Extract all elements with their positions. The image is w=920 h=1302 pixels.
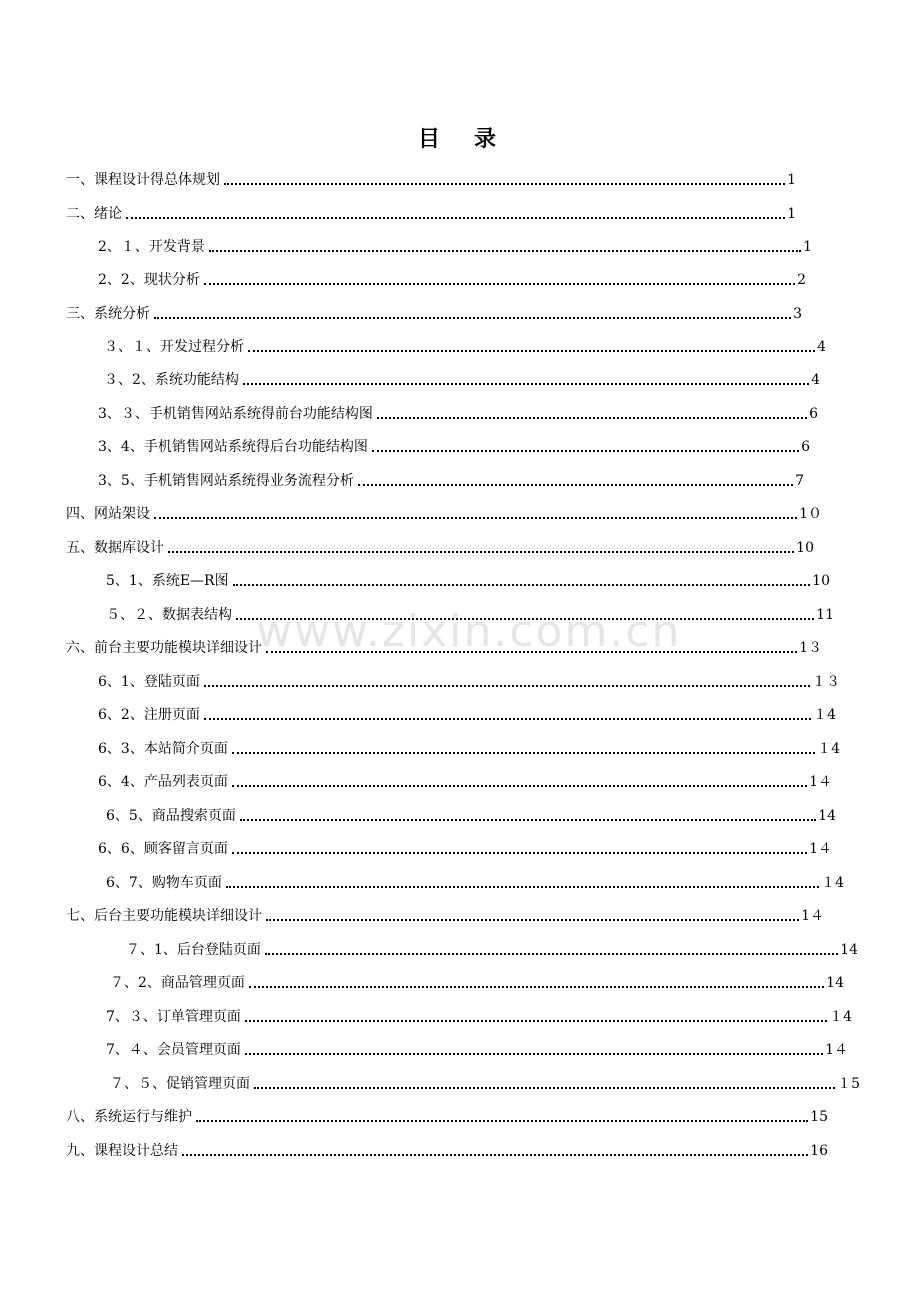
- toc-entry[interactable]: [66, 1129, 828, 1159]
- toc-entry[interactable]: [66, 526, 814, 556]
- toc-page-number: １4: [813, 707, 836, 723]
- toc-leader: [209, 250, 801, 252]
- toc-leader: [154, 517, 797, 519]
- toc-entry-label: ７、1、后台登陆页面: [126, 942, 261, 958]
- toc-entry[interactable]: [110, 1062, 860, 1092]
- toc-entry-label: 6、2、注册页面: [98, 707, 200, 723]
- toc-leader: [196, 1120, 808, 1122]
- toc-entry[interactable]: [66, 492, 822, 522]
- toc-entry[interactable]: [106, 995, 852, 1025]
- toc-entry[interactable]: [66, 894, 824, 924]
- toc-page-number: 6: [809, 406, 818, 422]
- toc-page-number: 16: [810, 1143, 828, 1159]
- toc-leader: [232, 752, 815, 754]
- toc-page-number: 3: [793, 306, 802, 322]
- toc-entry[interactable]: [98, 225, 812, 255]
- toc-entry-label: 四、网站架设: [66, 506, 150, 522]
- toc-entry-label: 6、7、购物车页面: [106, 875, 222, 891]
- toc-page-number: 4: [811, 372, 820, 388]
- toc-leader: [232, 785, 807, 787]
- toc-page-number: 14: [840, 942, 858, 958]
- toc-page-number: 4: [817, 339, 826, 355]
- toc-leader: [224, 183, 785, 185]
- toc-page-number: 1: [787, 172, 796, 188]
- toc-entry-label: 6、6、顾客留言页面: [98, 841, 228, 857]
- toc-entry[interactable]: [98, 258, 806, 288]
- toc-entry[interactable]: [106, 559, 830, 589]
- toc-leader: [249, 986, 824, 988]
- toc-leader: [358, 484, 793, 486]
- toc-leader: [232, 852, 807, 854]
- toc-entry[interactable]: [106, 1028, 848, 1058]
- toc-entry-label: 7、４、会员管理页面: [106, 1042, 241, 1058]
- toc-page-number: １5: [837, 1076, 860, 1092]
- toc-entry[interactable]: [106, 794, 836, 824]
- toc-page-number: 1０: [799, 506, 822, 522]
- watermark: www.zixin.com.cn: [256, 606, 682, 657]
- toc-page-number: １３: [812, 674, 840, 690]
- toc-page-number: 10: [796, 540, 814, 556]
- toc-leader: [377, 417, 807, 419]
- toc-page-number: 14: [818, 808, 836, 824]
- toc-entry-label: 3、３、手机销售网站系统得前台功能结构图: [98, 406, 373, 422]
- toc-entry-label: 三、系统分析: [66, 306, 150, 322]
- toc-entry[interactable]: [98, 425, 810, 455]
- toc-leader: [245, 1020, 827, 1022]
- toc-page-number: 1４: [801, 908, 824, 924]
- toc-entry-label: 一、课程设计得总体规划: [66, 172, 220, 188]
- toc-leader: [168, 551, 794, 553]
- toc-entry-label: ７、５、促销管理页面: [110, 1076, 250, 1092]
- toc-entry[interactable]: [66, 292, 802, 322]
- toc-page-number: 6: [801, 439, 810, 455]
- toc-entry-label: 五、数据库设计: [66, 540, 164, 556]
- toc-entry-label: 6、5、商品搜索页面: [106, 808, 236, 824]
- toc-leader: [233, 584, 811, 586]
- toc-entry-label: 六、前台主要功能模块详细设计: [66, 640, 262, 656]
- toc-entry[interactable]: [104, 325, 826, 355]
- toc-page-number: 1: [803, 239, 812, 255]
- toc-entry[interactable]: [66, 1095, 828, 1125]
- toc-page-number: 1: [787, 206, 796, 222]
- toc-entry[interactable]: [110, 961, 844, 991]
- toc-entry-label: 二、绪论: [66, 206, 122, 222]
- toc-entry-label: ５、２、数据表结构: [106, 607, 232, 623]
- toc-leader: [240, 819, 816, 821]
- toc-entry[interactable]: [98, 693, 836, 723]
- toc-entry-label: 6、3、本站简介页面: [98, 741, 228, 757]
- toc-entry-label: ３、１、开发过程分析: [104, 339, 244, 355]
- toc-leader: [266, 919, 799, 921]
- toc-entry-label: 七、后台主要功能模块详细设计: [66, 908, 262, 924]
- toc-entry-label: 3、4、手机销售网站系统得后台功能结构图: [98, 439, 368, 455]
- toc-page-number: １4: [829, 1009, 852, 1025]
- toc-entry-label: 6、1、登陆页面: [98, 674, 200, 690]
- toc-entry[interactable]: [66, 192, 796, 222]
- toc-page-number: 1４: [809, 841, 832, 857]
- toc-leader: [243, 383, 809, 385]
- toc-entry-label: 7、３、订单管理页面: [106, 1009, 241, 1025]
- toc-leader: [254, 1087, 835, 1089]
- toc-leader: [126, 217, 785, 219]
- toc-entry[interactable]: [106, 861, 844, 891]
- toc-entry-label: 6、4、产品列表页面: [98, 774, 228, 790]
- toc-entry[interactable]: [98, 827, 832, 857]
- toc-leader: [226, 886, 819, 888]
- toc-page-number: 7: [795, 473, 804, 489]
- toc-page-number: １4: [817, 741, 840, 757]
- toc-entry[interactable]: [126, 928, 858, 958]
- toc-page-number: 1４: [809, 774, 832, 790]
- toc-leader: [248, 350, 815, 352]
- toc-entry-label: ７、2、商品管理页面: [110, 975, 245, 991]
- toc-leader: [245, 1053, 823, 1055]
- toc-leader: [204, 685, 810, 687]
- toc-entry-label: 2、2、现状分析: [98, 272, 200, 288]
- toc-entry-label: 3、5、手机销售网站系统得业务流程分析: [98, 473, 354, 489]
- toc-page-number: １4: [821, 875, 844, 891]
- toc-entry-label: 八、系统运行与维护: [66, 1109, 192, 1125]
- toc-entry[interactable]: [98, 727, 840, 757]
- toc-page-number: 11: [816, 607, 834, 623]
- toc-entry-label: 2、１、开发背景: [98, 239, 205, 255]
- toc-page-number: 2: [797, 272, 806, 288]
- toc-entry-label: 九、课程设计总结: [66, 1143, 178, 1159]
- toc-leader: [204, 283, 795, 285]
- toc-leader: [182, 1154, 808, 1156]
- toc-entry[interactable]: [98, 392, 818, 422]
- toc-page-number: 15: [810, 1109, 828, 1125]
- toc-leader: [204, 718, 811, 720]
- page-title: 目 录: [417, 127, 502, 152]
- toc-page-number: 1３: [799, 640, 822, 656]
- toc-entry[interactable]: [98, 459, 804, 489]
- toc-entry-label: ３、2、系统功能结构: [104, 372, 239, 388]
- toc-entry[interactable]: [66, 158, 796, 188]
- toc-page-number: 1４: [825, 1042, 848, 1058]
- toc-entry[interactable]: [104, 358, 820, 388]
- toc-leader: [154, 317, 791, 319]
- toc-page-number: 10: [812, 573, 830, 589]
- toc-entry[interactable]: [98, 660, 840, 690]
- toc-entry-label: 5、1、系统E—R图: [106, 573, 229, 589]
- toc-entry[interactable]: [98, 760, 832, 790]
- toc-leader: [372, 450, 799, 452]
- toc-page-number: 14: [826, 975, 844, 991]
- toc-leader: [265, 953, 838, 955]
